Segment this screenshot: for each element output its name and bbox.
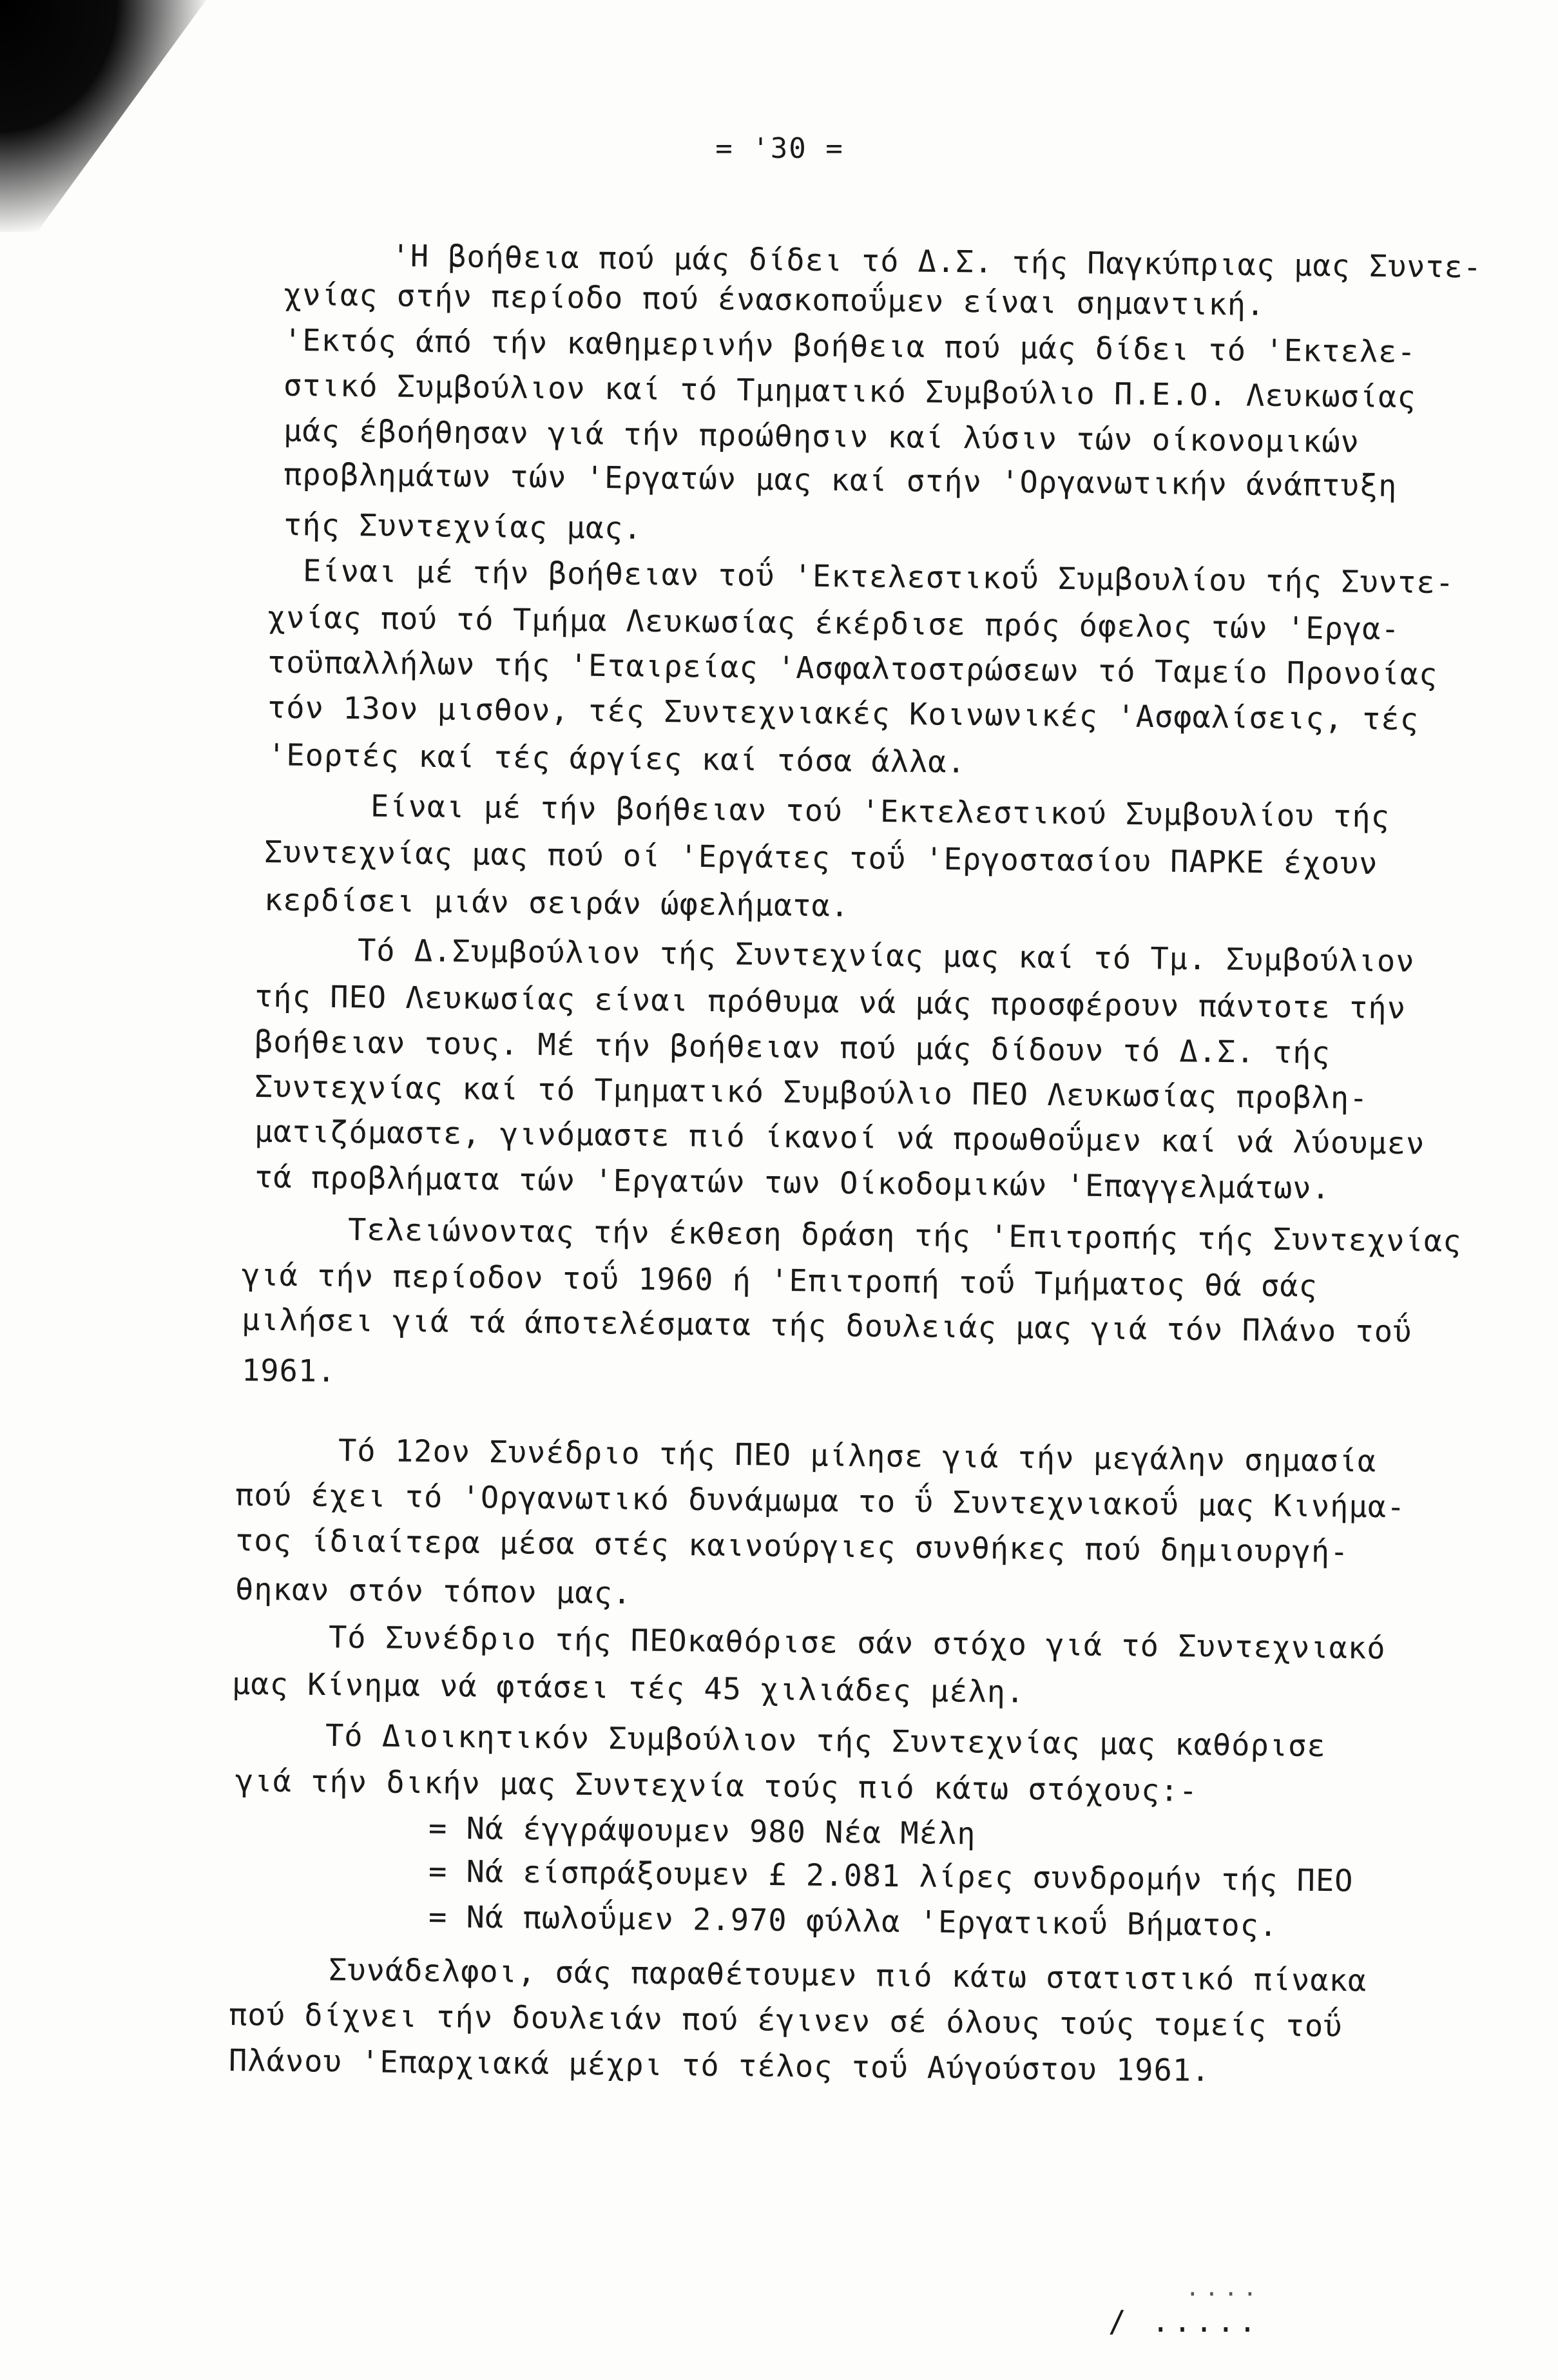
text-line: Τό Συνέδριο τής ΠΕΟκαθόρισε σάν στόχο γιά τό Συντεχνιακό [328, 1620, 1386, 1667]
continuation-dots: .... [1186, 2275, 1262, 2301]
text-line: τόν 13ον μισθον, τές Συντεχνιακές Κοινωνικές 'Ασφαλίσεις, τές [267, 690, 1419, 738]
text-line: Συνάδελφοι, σάς παραθέτουμεν πιό κάτω στατιστικό πίνακα [328, 1952, 1367, 1999]
text-line: τοϋπαλλήλων τής 'Εταιρείας 'Ασφαλτοστρώσεων τό Ταμείο Προνοίας [267, 644, 1438, 693]
text-line: στικό Συμβούλιον καί τό Τμηματικό Συμβούλιο Π.Ε.Ο. Λευκωσίας [283, 367, 1417, 416]
continuation-mark: / ..... [1108, 2304, 1260, 2339]
text-line: τος ίδιαίτερα μέσα στές καινούργιες συνθήκες πού δημιουργή- [235, 1522, 1349, 1571]
text-line: γιά τήν δικήν μας Συντεχνία τούς πιό κάτω στόχους:- [235, 1763, 1198, 1809]
text-line: χνίας στήν περίοδο πού ένασκοποΰμεν είναι σημαντική. [283, 277, 1265, 323]
text-line: ματιζόμαστε, γινόμαστε πιό ίκανοί νά προωθοΰμεν καί νά λύουμεν [254, 1114, 1425, 1162]
text-line: Τελειώνοντας τήν έκθεση δράση τής 'Επιτροπής τής Συντεχνίας [347, 1212, 1462, 1260]
text-line: θηκαν στόν τόπον μας. [235, 1571, 632, 1612]
text-line: πού έχει τό 'Οργανωτικό δυνάμωμα το ΰ Συντεχνιακοΰ μας Κινήμα- [235, 1477, 1406, 1525]
text-line: κερδίσει μιάν σειράν ώφελήματα. [264, 882, 850, 924]
scan-corner-shadow [0, 0, 206, 232]
text-line: = Νά έγγράψουμεν 980 Νέα Μέλη [428, 1810, 976, 1852]
text-line: Τό Διοικητικόν Συμβούλιον τής Συντεχνίας μας καθόρισε [325, 1717, 1326, 1765]
text-line: Συντεχνίας καί τό Τμηματικό Συμβούλιο ΠΕΟ Λευκωσίας προβλη- [254, 1069, 1369, 1117]
text-line: πού δίχνει τήν δουλειάν πού έγινεν σέ όλους τούς τομείς τοΰ [228, 1997, 1343, 2045]
text-line: γιά τήν περίοδον τοΰ 1960 ή 'Επιτροπή τοΰ Τμήματος θά σάς [241, 1257, 1318, 1304]
text-line: τής ΠΕΟ Λευκωσίας είναι πρόθυμα νά μάς προσφέρουν πάντοτε τήν [254, 978, 1407, 1027]
text-line: χνίας πού τό Τμήμα Λευκωσίας έκέρδισε πρός όφελος τών 'Εργα- [267, 599, 1401, 648]
text-line: προβλημάτων τών 'Εργατών μας καί στήν 'Οργανωτικήν άνάπτυξη [283, 456, 1398, 505]
text-line: Πλάνου 'Επαρχιακά μέχρι τό τέλος τοΰ Αύγούστου 1961. [228, 2043, 1211, 2089]
text-line: βοήθειαν τους. Μέ τήν βοήθειαν πού μάς δίδουν τό Δ.Σ. τής [254, 1024, 1331, 1071]
text-line: μάς έβοήθησαν γιά τήν προώθησιν καί λύσιν τών οίκονομικών [283, 413, 1360, 460]
text-line: Συντεχνίας μας πού οί 'Εργάτες τοΰ 'Εργοστασίου ΠΑΡΚΕ έχουν [264, 834, 1378, 882]
text-line: Τό 12ον Συνέδριο τής ΠΕΟ μίλησε γιά τήν μεγάλην σημασία [338, 1433, 1377, 1480]
text-line: μιλήσει γιά τά άποτελέσματα τής δουλειάς μας γιά τόν Πλάνο τοΰ [241, 1302, 1412, 1350]
text-line: = Νά είσπράξουμεν £ 2.081 λίρες συνδρομήν τής ΠΕΟ [428, 1853, 1354, 1899]
text-line: = Νά πωλοΰμεν 2.970 φύλλα 'Εργατικοΰ Βήματος. [428, 1899, 1278, 1944]
text-line: τής Συντεχνίας μας. [283, 507, 642, 547]
text-line: 'Εκτός άπό τήν καθημερινήν βοήθεια πού μάς δίδει τό 'Εκτελε- [283, 322, 1417, 371]
text-line: μας Κίνημα νά φτάσει τές 45 χιλιάδες μέλη. [231, 1666, 1025, 1710]
page-number: = '30 = [715, 132, 844, 165]
text-line: Είναι μέ τήν βοήθειαν τού 'Εκτελεστικού Συμβουλίου τής [370, 788, 1390, 835]
text-line: Τό Δ.Συμβούλιον τής Συντεχνίας μας καί τό Τμ. Συμβούλιον [357, 933, 1415, 980]
text-line: 'Εορτές καί τές άργίες καί τόσα άλλα. [267, 737, 967, 780]
text-line: 'Η βοήθεια πού μάς δίδει τό Δ.Σ. τής Παγκύπριας μας Συντε- [391, 238, 1483, 285]
text-line: τά προβλήματα τών 'Εργατών των Οίκοδομικών 'Επαγγελμάτων. [254, 1159, 1331, 1206]
text-line: Είναι μέ τήν βοήθειαν τοΰ 'Εκτελεστικοΰ Συμβουλίου τής Συντε- [302, 553, 1455, 601]
text-line: 1961. [241, 1353, 336, 1389]
